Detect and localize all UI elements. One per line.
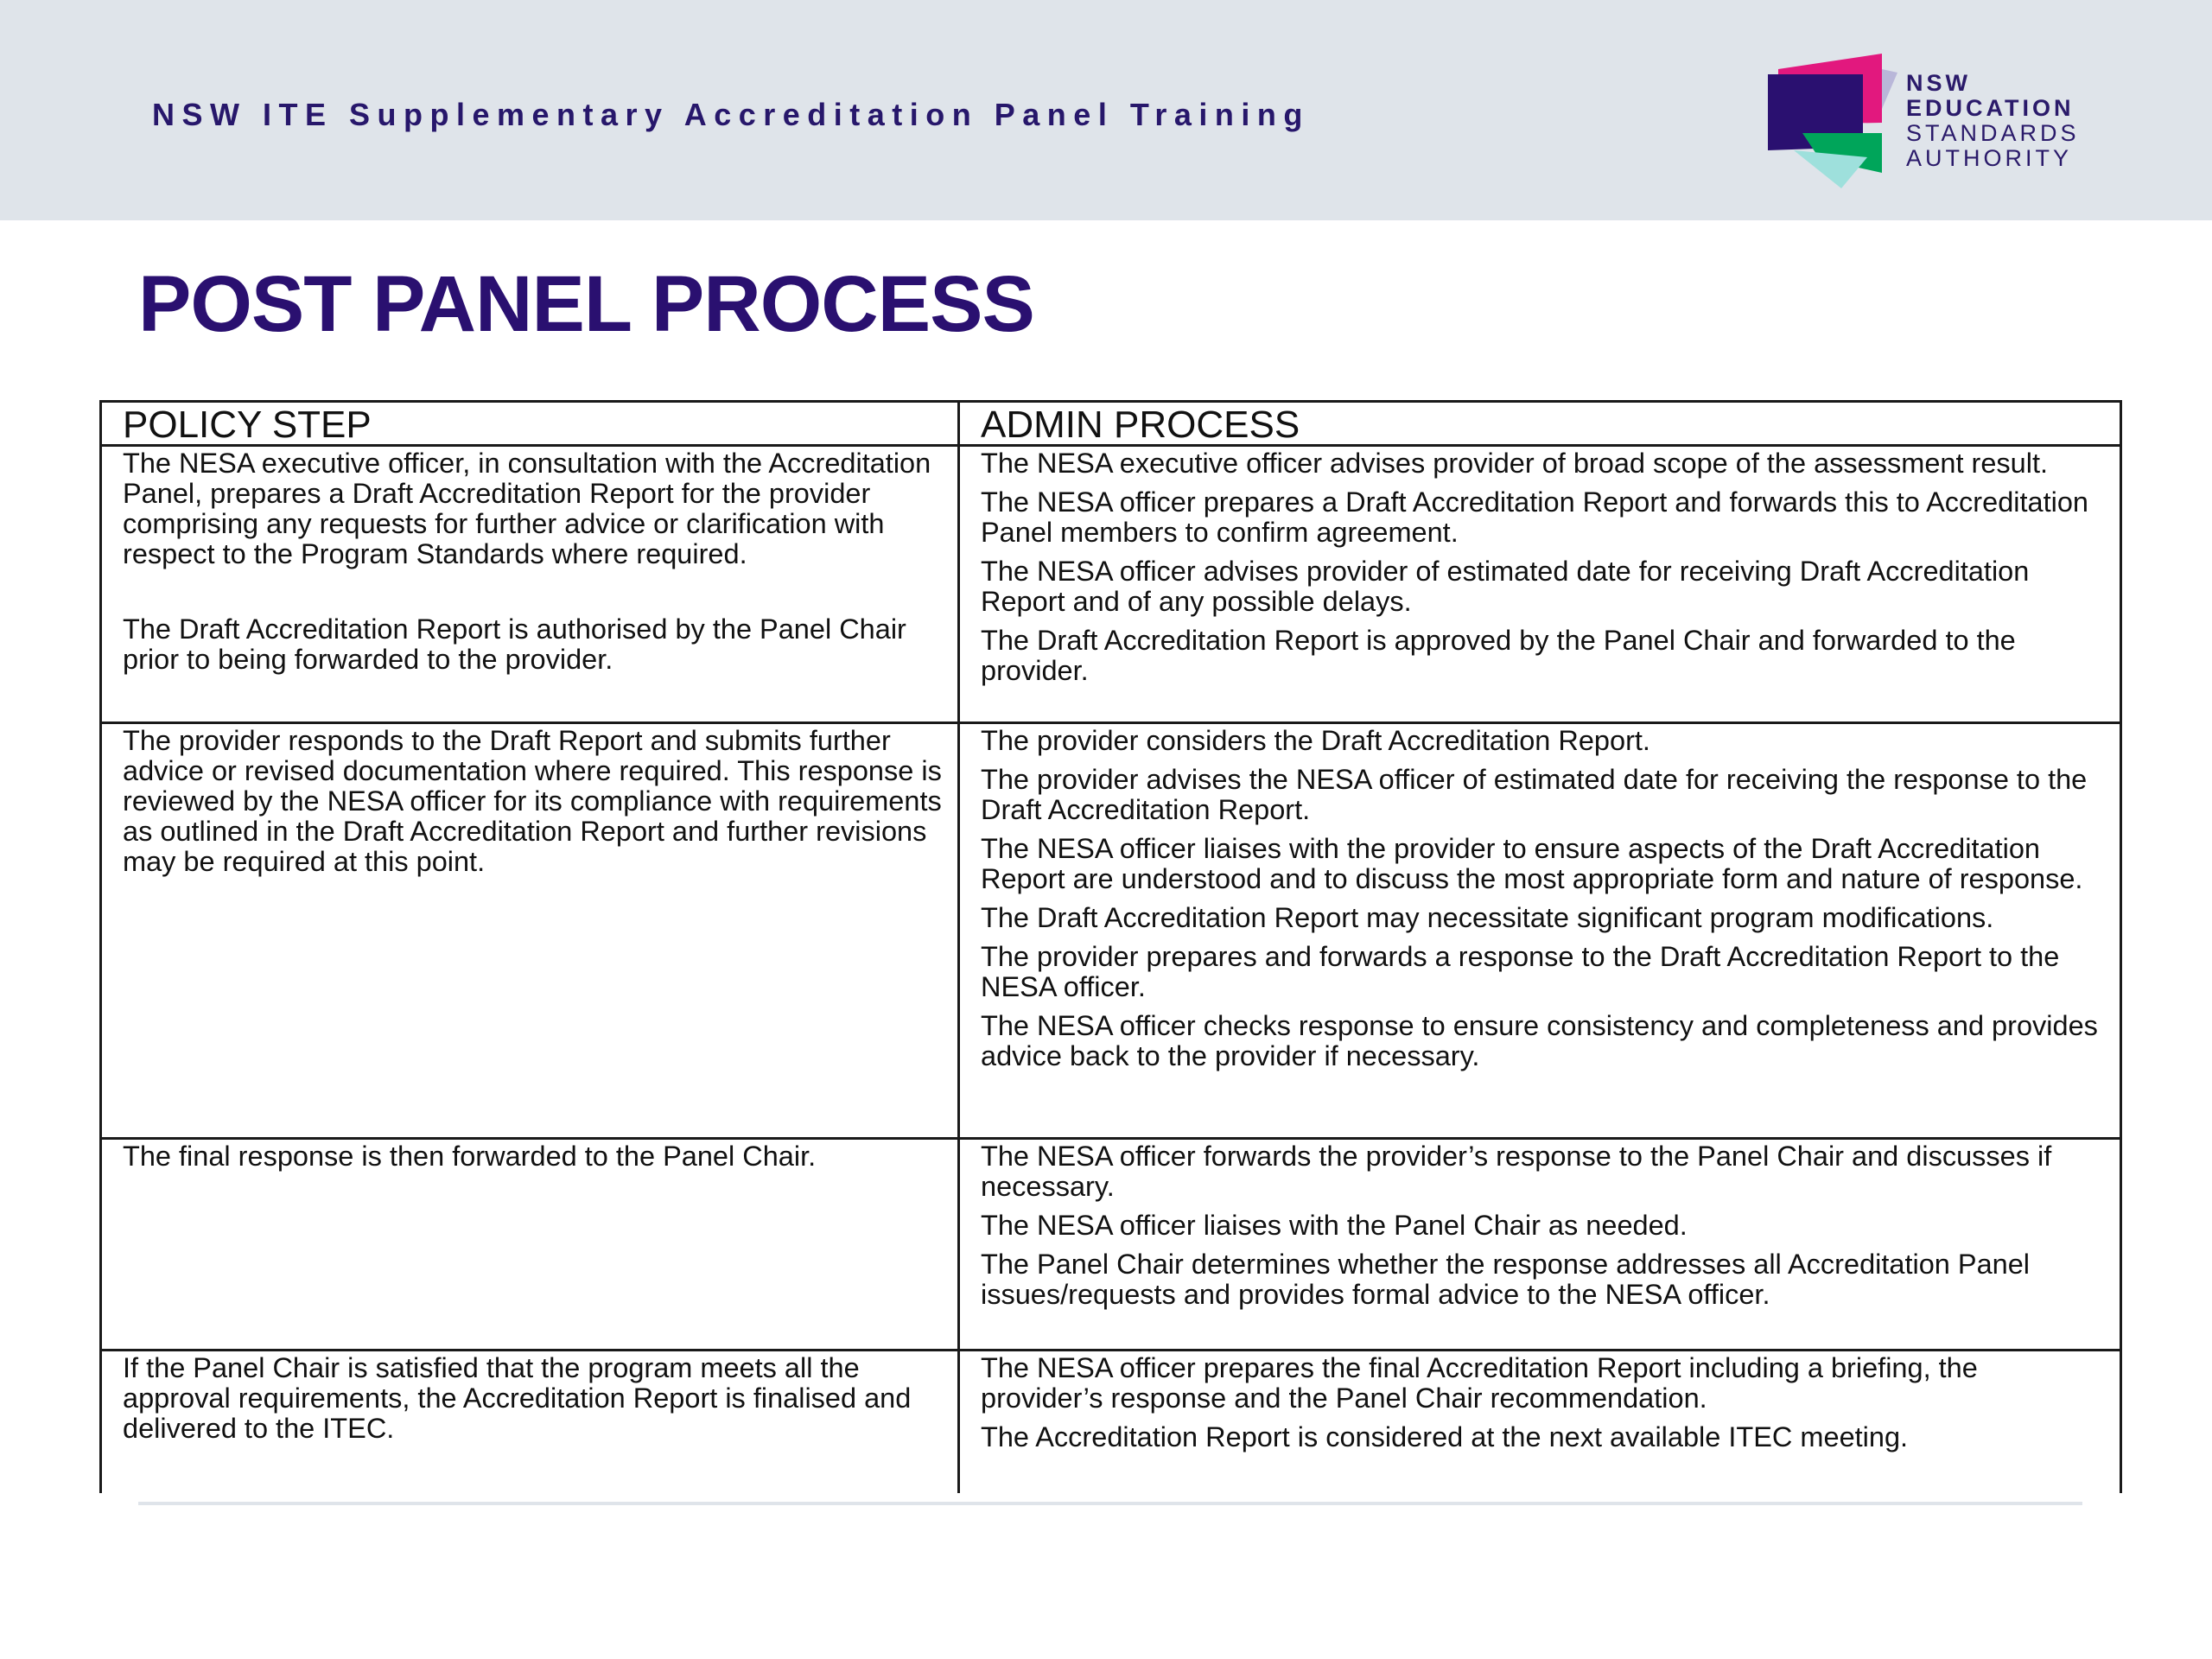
admin-cell [959, 1139, 2121, 1351]
policy-cell [101, 723, 959, 1139]
logo-line-nsw: NSW [1906, 70, 1971, 96]
policy-text: The final response is then forwarded to the Panel Chair. [123, 1141, 817, 1172]
admin-text: The NESA officer forwards the provider’s response to the Panel Chair and discusses if necessary. [981, 1141, 2052, 1202]
table-row [101, 723, 2121, 1139]
page-title: POST PANEL PROCESS [138, 260, 1034, 348]
admin-text: The provider prepares and forwards a response to the Draft Accreditation Report to the NESA officer. [981, 941, 2060, 1002]
nesa-logo [1768, 54, 2088, 192]
admin-text: The provider advises the NESA officer of estimated date for receiving the response to the Draft Accreditation Report. [981, 764, 2088, 825]
logo-line-education: EDUCATION [1906, 95, 2075, 121]
policy-text: If the Panel Chair is satisfied that the program meets all the approval requirements, the Accreditation Report is finalised and delivered to the ITEC. [123, 1352, 912, 1444]
process-table [99, 400, 2122, 1493]
nesa-logo-icon [1768, 54, 1897, 192]
column-header-admin-process: ADMIN PROCESS [959, 402, 2121, 446]
admin-text: The Draft Accreditation Report is approved by the Panel Chair and forwarded to the provider. [981, 625, 2016, 686]
table-row [101, 1139, 2121, 1351]
table-row [101, 446, 2121, 723]
policy-text: The Draft Accreditation Report is authorised by the Panel Chair prior to being forwarded to the provider. [123, 613, 906, 675]
column-header-policy-step: POLICY STEP [101, 402, 959, 446]
admin-text: The Draft Accreditation Report may necessitate significant program modifications. [981, 902, 1994, 933]
admin-cell [959, 446, 2121, 723]
header-band [0, 0, 2212, 220]
policy-cell [101, 446, 959, 723]
logo-line-authority: AUTHORITY [1906, 145, 2073, 171]
policy-cell [101, 1351, 959, 1494]
policy-cell [101, 1139, 959, 1351]
table-row [101, 1351, 2121, 1494]
logo-wordmark [1906, 71, 2080, 171]
policy-text: The NESA executive officer, in consultation with the Accreditation Panel, prepares a Draft Accreditation Report for the provider comprising any requests for further advice or clarification with respect to the Program Standards where required. [123, 448, 931, 569]
footer-divider [138, 1502, 2082, 1505]
admin-text: The NESA executive officer advises provider of broad scope of the assessment result. [981, 448, 2049, 479]
admin-text: The NESA officer checks response to ensure consistency and completeness and provides advice back to the provider if necessary. [981, 1010, 2098, 1071]
admin-text: The provider considers the Draft Accreditation Report. [981, 725, 1650, 756]
policy-text: The provider responds to the Draft Report and submits further advice or revised documentation where required. This response is reviewed by the NESA officer for its compliance with requirements as outlined in the Draft Accreditation Report and further revisions may be required at this point. [123, 725, 942, 877]
logo-line-standards: STANDARDS [1906, 120, 2080, 146]
admin-text: The NESA officer prepares the final Accreditation Report including a briefing, the provider’s response and the Panel Chair recommendation. [981, 1352, 1978, 1414]
admin-text: The NESA officer advises provider of estimated date for receiving Draft Accreditation Report and of any possible delays. [981, 556, 2030, 617]
admin-cell [959, 723, 2121, 1139]
admin-text: The NESA officer prepares a Draft Accreditation Report and forwards this to Accreditation Panel members to confirm agreement. [981, 486, 2088, 548]
admin-text: The Accreditation Report is considered at the next available ITEC meeting. [981, 1421, 1909, 1452]
header-title: NSW ITE Supplementary Accreditation Panel Training [152, 97, 1310, 132]
admin-text: The Panel Chair determines whether the response addresses all Accreditation Panel issues/requests and provides formal advice to the NESA officer. [981, 1249, 2031, 1310]
admin-text: The NESA officer liaises with the provider to ensure aspects of the Draft Accreditation Report are understood and to discuss the most appropriate form and nature of response. [981, 833, 2083, 894]
table-header-row [101, 402, 2121, 446]
admin-text: The NESA officer liaises with the Panel Chair as needed. [981, 1210, 1688, 1241]
admin-cell [959, 1351, 2121, 1494]
